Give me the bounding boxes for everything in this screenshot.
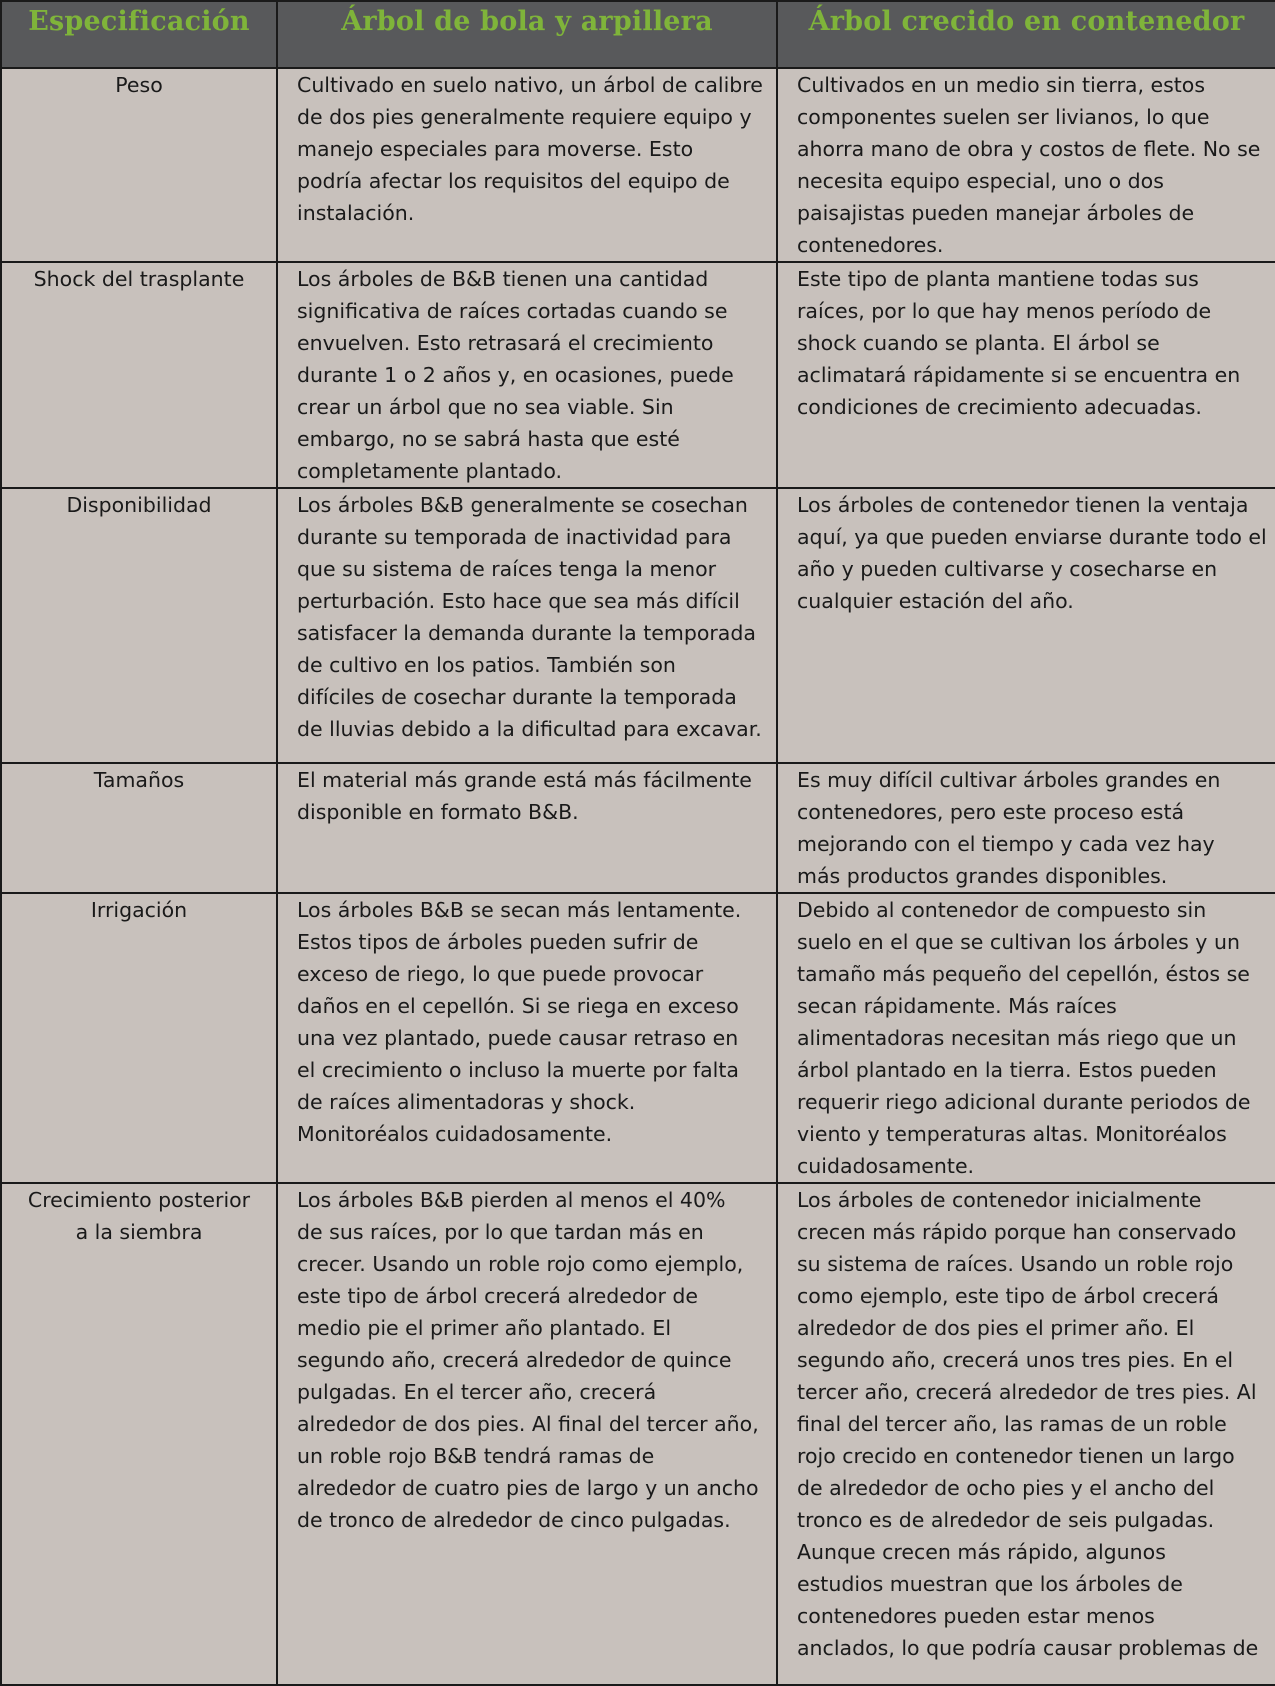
bb-cell: El material más grande está más fácilmente disponible en formato B&B. (277, 763, 777, 893)
container-cell: Cultivados en un medio sin tierra, estos componentes suelen ser livianos, lo que ahorra mano de obra y costos de flete. No se necesita equipo especial, uno o dos paisajistas pueden manejar árboles de contenedores. (777, 68, 1275, 262)
spec-cell: Irrigación (1, 893, 277, 1183)
table-row (1, 68, 1275, 262)
table-row (1, 763, 1275, 893)
table-row (1, 488, 1275, 763)
table-row (1, 893, 1275, 1183)
container-cell: Los árboles de contenedor tienen la ventaja aquí, ya que pueden enviarse durante todo el año y pueden cultivarse y cosecharse en cualquier estación del año. (777, 488, 1275, 763)
table-row (1, 262, 1275, 488)
bb-cell: Los árboles de B&B tienen una cantidad significativa de raíces cortadas cuando se envuelven. Esto retrasará el crecimiento durante 1 o 2 años y, en ocasiones, puede crear un árbol que no sea viable. Sin embargo, no se sabrá hasta que esté completamente plantado. (277, 262, 777, 488)
header-ball-burlap: Árbol de bola y arpillera (277, 1, 777, 68)
container-cell: Los árboles de contenedor inicialmente crecen más rápido porque han conservado su sistema de raíces. Usando un roble rojo como ejemplo, este tipo de árbol crecerá alrededor de dos pies el primer año. El segundo año, crecerá unos tres pies. En el tercer año, crecerá alrededor de tres pies. Al final del tercer año, las ramas de un roble rojo crecido en contenedor tienen un largo de alrededor de ocho pies y el ancho del tronco es de alrededor de seis pulgadas. Aunque crecen más rápido, algunos estudios muestran que los árboles de contenedores pueden estar menos anclados, lo que podría causar problemas de (777, 1183, 1275, 1685)
spec-cell: Disponibilidad (1, 488, 277, 763)
container-cell: Debido al contenedor de compuesto sin suelo en el que se cultivan los árboles y un tamaño más pequeño del cepellón, éstos se secan rápidamente. Más raíces alimentadoras necesitan más riego que un árbol plantado en la tierra. Estos pueden requerir riego adicional durante periodos de viento y temperaturas altas. Monitoréalos cuidadosamente. (777, 893, 1275, 1183)
spec-cell: Crecimiento posterior a la siembra (1, 1183, 277, 1685)
header-row (1, 1, 1275, 68)
table-row (1, 1183, 1275, 1685)
bb-cell: Los árboles B&B generalmente se cosechan durante su temporada de inactividad para que su sistema de raíces tenga la menor perturbación. Esto hace que sea más difícil satisfacer la demanda durante la temporada de cultivo en los patios. También son difíciles de cosechar durante la temporada de lluvias debido a la dificultad para excavar. (277, 488, 777, 763)
bb-cell: Los árboles B&B se secan más lentamente. Estos tipos de árboles pueden sufrir de exceso de riego, lo que puede provocar daños en el cepellón. Si se riega en exceso una vez plantado, puede causar retraso en el crecimiento o incluso la muerte por falta de raíces alimentadoras y shock. Monitoréalos cuidadosamente. (277, 893, 777, 1183)
spec-cell: Tamaños (1, 763, 277, 893)
bb-cell: Cultivado en suelo nativo, un árbol de calibre de dos pies generalmente requiere equipo y manejo especiales para moverse. Esto podría afectar los requisitos del equipo de instalación. (277, 68, 777, 262)
container-cell: Este tipo de planta mantiene todas sus raíces, por lo que hay menos período de shock cuando se planta. El árbol se aclimatará rápidamente si se encuentra en condiciones de crecimiento adecuadas. (777, 262, 1275, 488)
spec-cell: Shock del trasplante (1, 262, 277, 488)
container-cell: Es muy difícil cultivar árboles grandes en contenedores, pero este proceso está mejorando con el tiempo y cada vez hay más productos grandes disponibles. (777, 763, 1275, 893)
bb-cell: Los árboles B&B pierden al menos el 40% de sus raíces, por lo que tardan más en crecer. Usando un roble rojo como ejemplo, este tipo de árbol crecerá alrededor de medio pie el primer año plantado. El segundo año, crecerá alrededor de quince pulgadas. En el tercer año, crecerá alrededor de dos pies. Al final del tercer año, un roble rojo B&B tendrá ramas de alrededor de cuatro pies de largo y un ancho de tronco de alrededor de cinco pulgadas. (277, 1183, 777, 1685)
header-container-grown: Árbol crecido en contenedor (777, 1, 1275, 68)
header-specification: Especificación (1, 1, 277, 68)
spec-cell: Peso (1, 68, 277, 262)
